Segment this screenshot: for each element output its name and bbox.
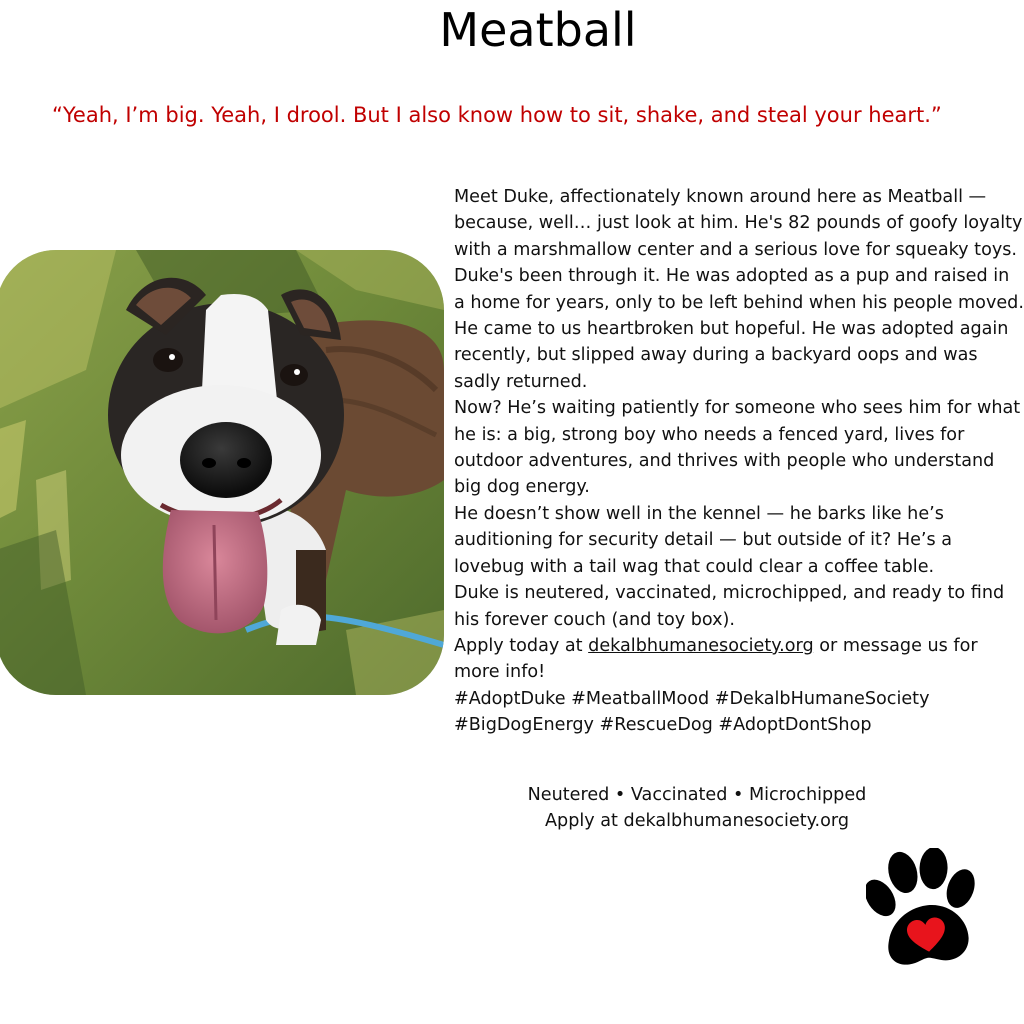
- status-line: Neutered • Vaccinated • Microchipped: [527, 785, 867, 805]
- page-title: Meatball: [439, 3, 637, 57]
- description-paragraph: Duke's been through it. He was adopted as a pup and raised in a home for years, only to be left behind when his people moved. He came to us heartbroken but hopeful. He was adopted again recently, but slipped away during a backyard oops and was sadly returned.: [454, 266, 1024, 392]
- dog-photo: [0, 250, 444, 695]
- summary-block: [454, 782, 940, 835]
- paw-print-with-heart-icon: [866, 848, 980, 968]
- apply-line: Apply at dekalbhumanesociety.org: [544, 811, 849, 832]
- description-text: [454, 184, 1024, 739]
- tagline-quote: “Yeah, I’m big. Yeah, I drool. But I also know how to sit, shake, and steal your heart.”: [52, 103, 942, 127]
- website-link[interactable]: dekalbhumanesociety.org: [588, 635, 814, 656]
- description-paragraph: Duke is neutered, vaccinated, microchipped, and ready to find his forever couch (and toy box).: [454, 583, 1005, 630]
- hashtags: #AdoptDuke #MeatballMood #DekalbHumaneSociety #BigDogEnergy #RescueDog #AdoptDontShop: [454, 688, 930, 736]
- apply-prefix: Apply today at: [454, 635, 589, 656]
- apply-paragraph: [454, 633, 1024, 686]
- apply-suffix: or message us for more info!: [454, 635, 978, 683]
- description-paragraph: Now? He’s waiting patiently for someone who sees him for what he is: a big, strong boy who needs a fenced yard, lives for outdoor adventures, and thrives with people who understand big dog energy.: [454, 398, 1021, 498]
- description-paragraph: Meet Duke, affectionately known around here as Meatball — because, well… just look at him. He's 82 pounds of goofy loyalty with a marshmallow center and a serious love for squeaky toys.: [454, 187, 1023, 260]
- description-paragraph: He doesn’t show well in the kennel — he barks like he’s auditioning for security detail — but outside of it? He’s a lovebug with a tail wag that could clear a coffee table.: [454, 503, 953, 577]
